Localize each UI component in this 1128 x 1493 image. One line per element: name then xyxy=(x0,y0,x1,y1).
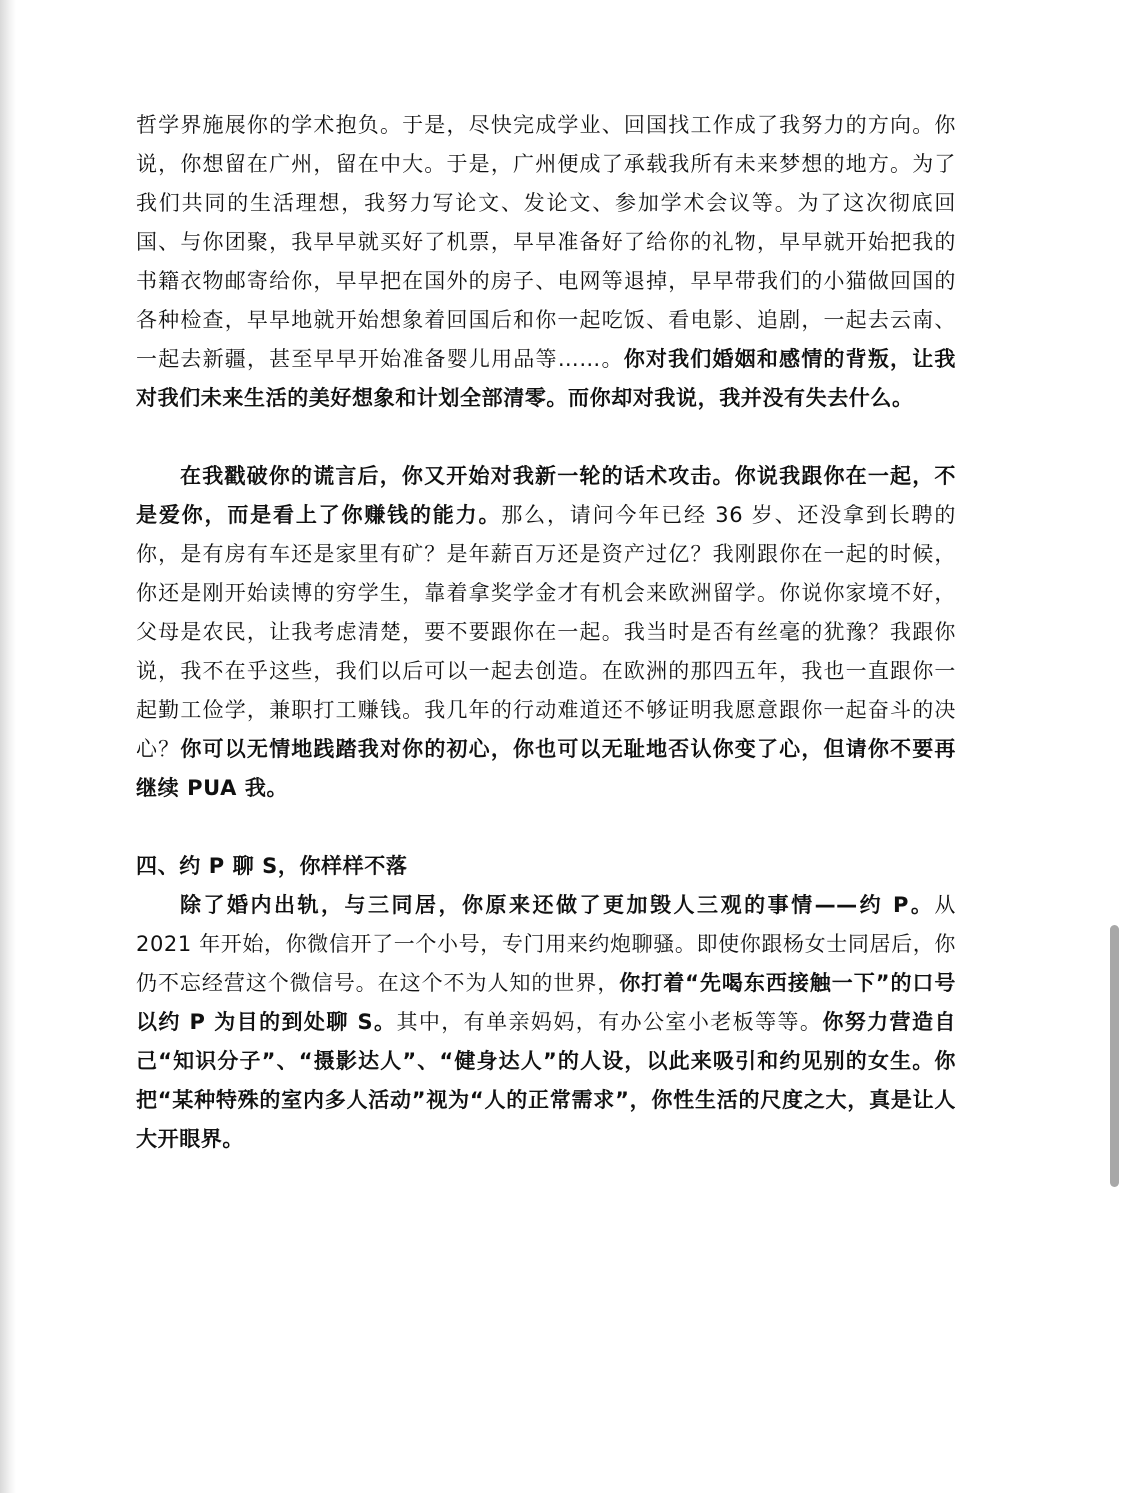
paragraph-section-4-text-2: 其中，有单亲妈妈，有办公室小老板等等。 xyxy=(396,1010,823,1034)
paragraph-section-4-text-1: 从 2021 年开始，你微信开了一个小号，专门用来约炮聊骚。即使你跟杨女士同居后，你仍不忘经营这个微信号。在这个不为人知的世界， xyxy=(136,893,956,995)
paragraph-section-4-bold-lead: 除了婚内出轨，与三同居，你原来还做了更加毁人三观的事情——约 P。 xyxy=(180,893,935,917)
page-left-shadow xyxy=(0,0,16,1493)
paragraph-plans xyxy=(136,106,956,418)
vertical-scrollbar[interactable] xyxy=(1110,0,1122,1493)
section-heading-4: 四、约 P 聊 S，你样样不落 xyxy=(136,854,408,878)
paragraph-pua-bold-lead: 在我戳破你的谎言后，你又开始对我新一轮的话术攻击。你说我跟你在一起，不是爱你，而是看上了你赚钱的能力。 xyxy=(136,464,956,527)
paragraph-plans-text: 哲学界施展你的学术抱负。于是，尽快完成学业、回国找工作成了我努力的方向。你说，你想留在广州，留在中大。于是，广州便成了承载我所有未来梦想的地方。为了我们共同的生活理想，我努力写论文、发论文、参加学术会议等。为了这次彻底回国、与你团聚，我早早就买好了机票，早早准备好了给你的礼物，早早就开始把我的书籍衣物邮寄给你，早早把在国外的房子、电网等退掉，早早带我们的小猫做回国的各种检查，早早地就开始想象着回国后和你一起吃饭、看电影、追剧，一起去云南、一起去新疆，甚至早早开始准备婴儿用品等……。 xyxy=(136,113,956,371)
paragraph-section-4 xyxy=(136,886,956,1159)
paragraph-pua-text: 那么，请问今年已经 36 岁、还没拿到长聘的你，是有房有车还是家里有矿？是年薪百万还是资产过亿？我刚跟你在一起的时候，你还是刚开始读博的穷学生，靠着拿奖学金才有机会来欧洲留学。你说你家境不好，父母是农民，让我考虑清楚，要不要跟你在一起。我当时是否有丝毫的犹豫？我跟你说，我不在乎这些，我们以后可以一起去创造。在欧洲的那四五年，我也一直跟你一起勤工俭学，兼职打工赚钱。我几年的行动难道还不够证明我愿意跟你一起奋斗的决心？ xyxy=(136,503,956,761)
scrollbar-thumb[interactable] xyxy=(1110,925,1119,1187)
paragraph-section-4-bold-2: 你打着“先喝东西接触一下”的口号以约 P 为目的到处聊 S。 xyxy=(136,971,956,1034)
paragraph-pua-bold-end: 你可以无情地践踏我对你的初心，你也可以无耻地否认你变了心，但请你不要再继续 PUA 我。 xyxy=(136,737,956,800)
paragraph-plans-bold: 你对我们婚姻和感情的背叛，让我对我们未来生活的美好想象和计划全部清零。而你却对我说，我并没有失去什么。 xyxy=(136,347,957,410)
document-page xyxy=(136,106,956,1159)
paragraph-pua xyxy=(136,457,956,808)
paragraph-section-4-bold-3: 你努力营造自己“知识分子”、“摄影达人”、“健身达人”的人设，以此来吸引和约见别的女生。你把“某种特殊的室内多人活动”视为“人的正常需求”，你性生活的尺度之大，真是让人大开眼界。 xyxy=(136,1010,956,1151)
